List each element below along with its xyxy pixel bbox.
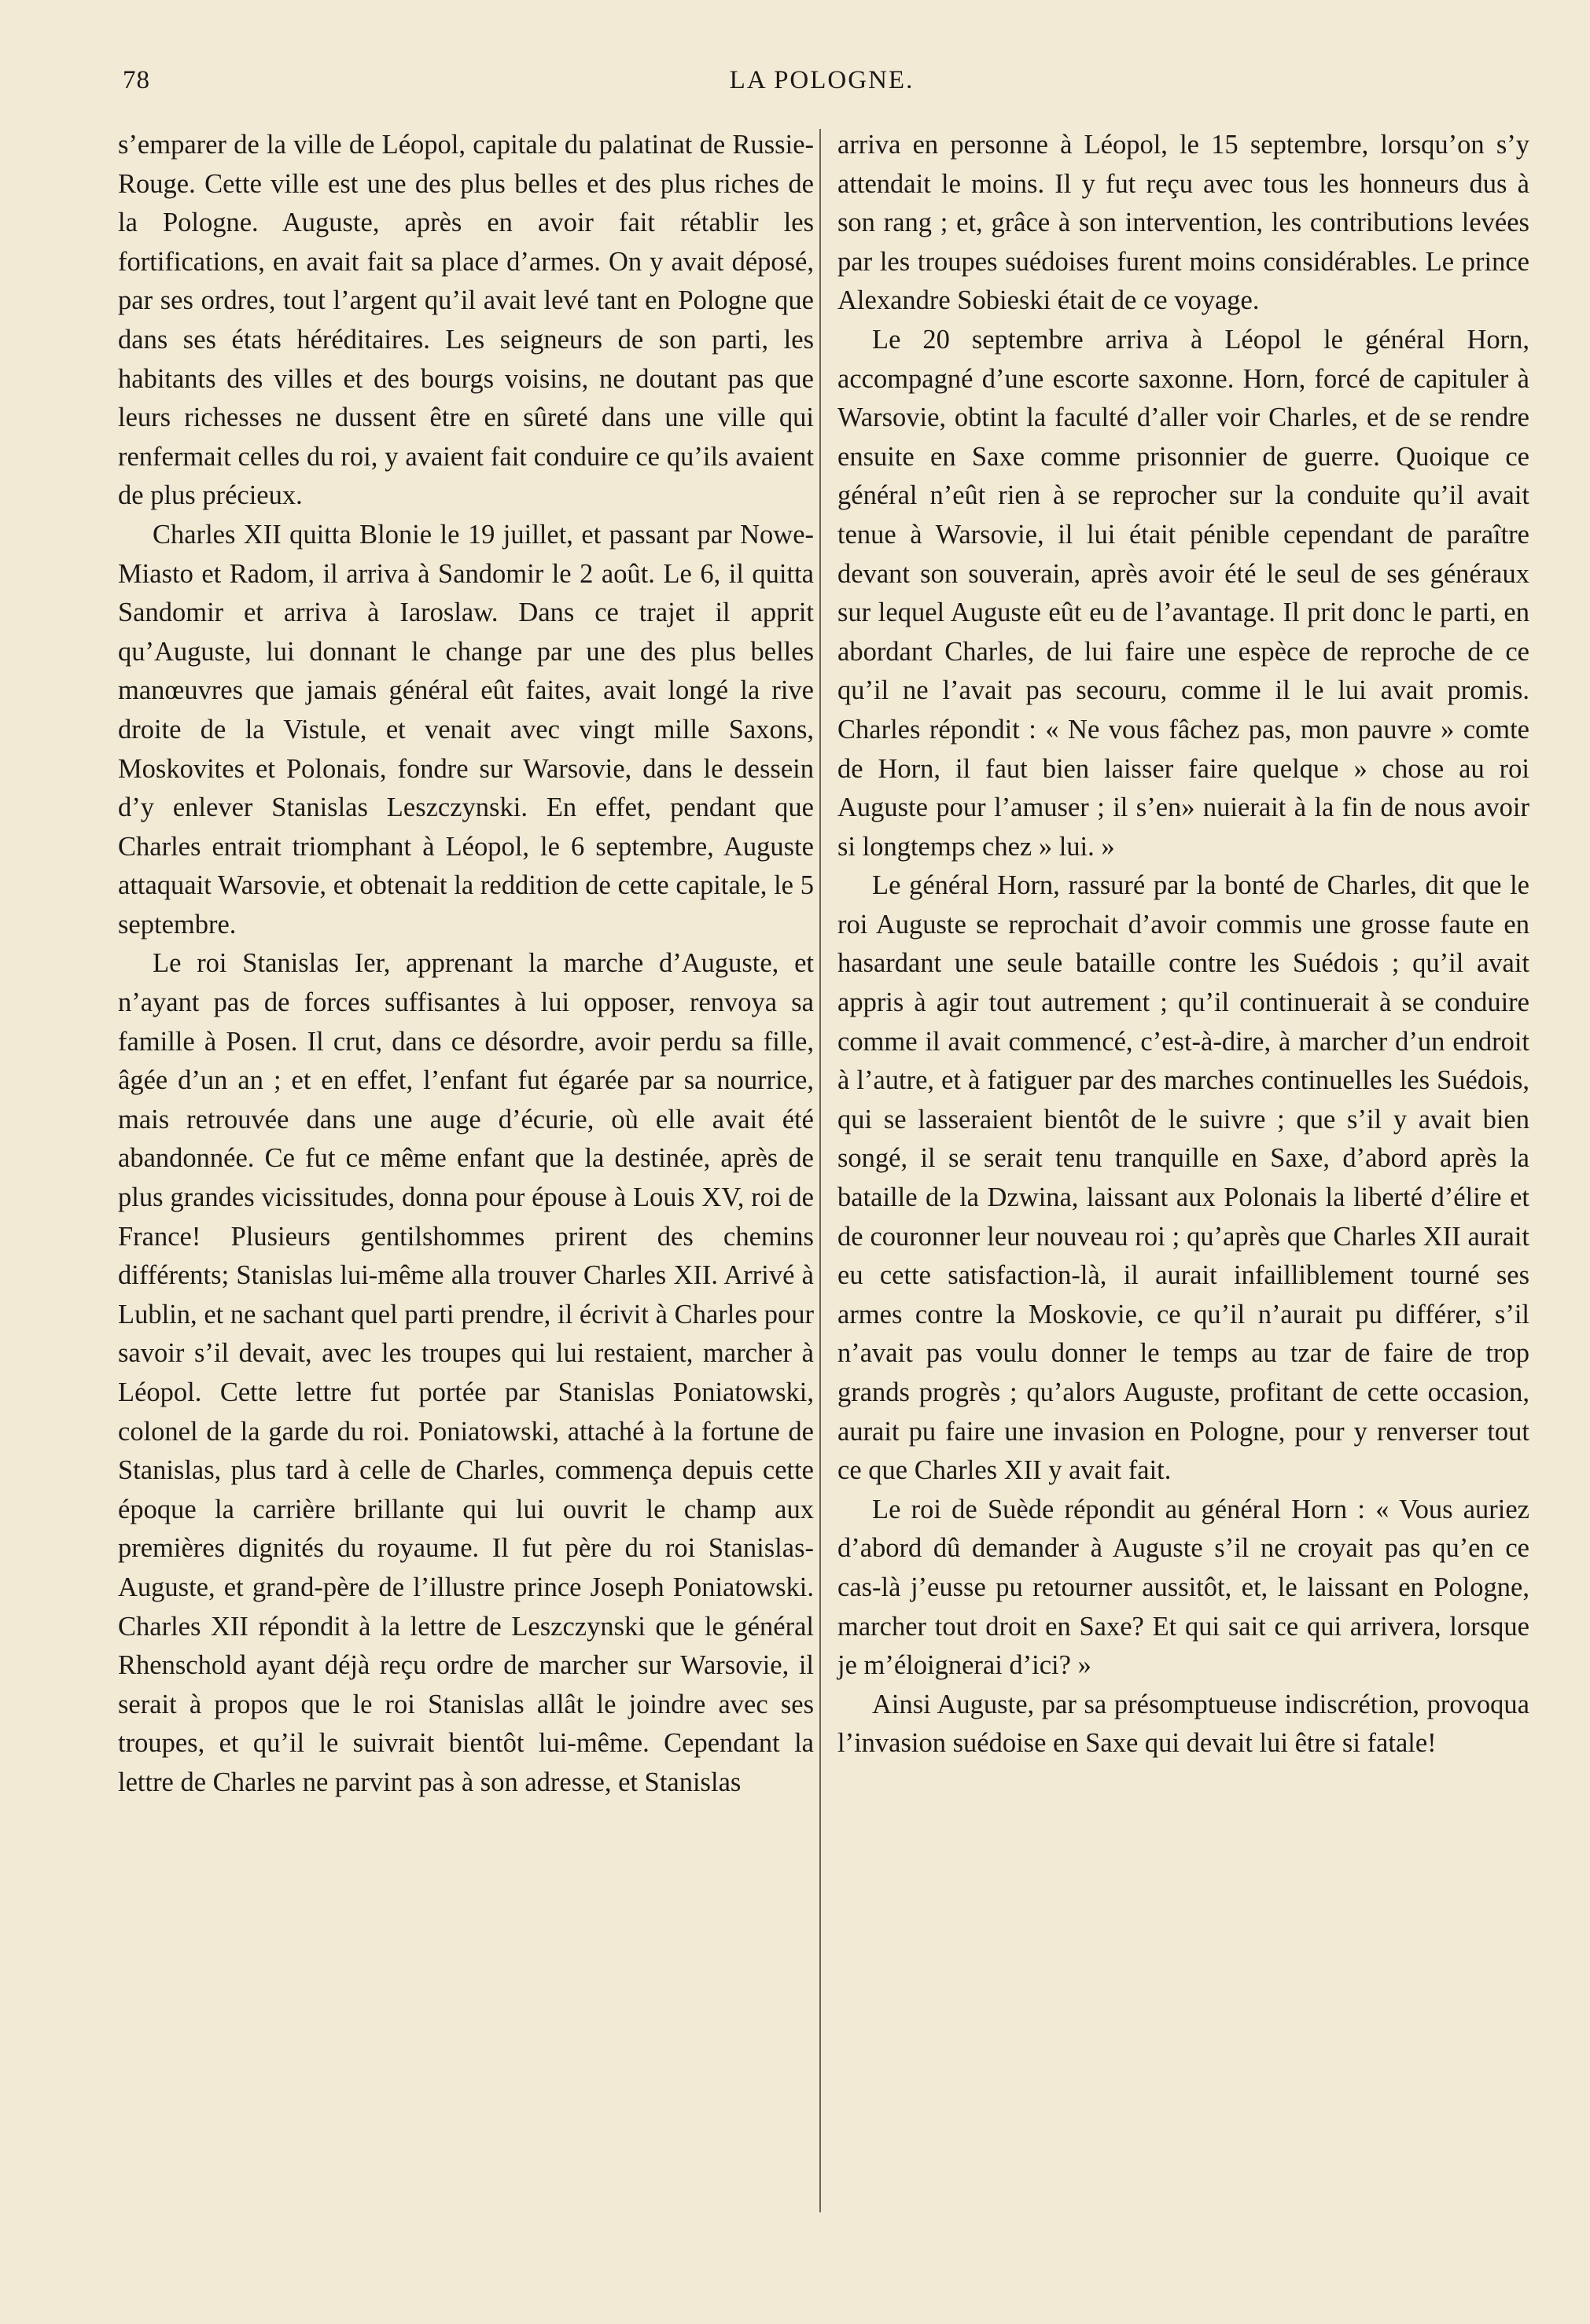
paragraph: s’emparer de la ville de Léopol, capitale du palatinat de Russie-Rouge. Cette ville est une des plus belles et des plus riches de la Pologne. Auguste, après en avoir fait rétablir les fortifications, en avait fait sa place d’armes. On y avait déposé, par ses ordres, tout l’argent qu’il avait levé tant en Pologne que dans ses états héréditaires. Les seigneurs de son parti, les habitants des villes et des bourgs voisins, ne doutant pas que leurs richesses ne dussent être en sûreté dans une ville qui renfermait celles du roi, y avaient fait conduire ce qu’ils avaient de plus précieux. xyxy=(118,130,814,511)
left-column xyxy=(118,126,814,2217)
page-number: 78 xyxy=(123,66,150,94)
column-divider xyxy=(819,129,821,2212)
paragraph: arriva en personne à Léopol, le 15 septembre, lorsqu’on s’y attendait le moins. Il y fut reçu avec tous les honneurs dus à son rang ; et, grâce à son intervention, les contributions levées par les troupes suédoises furent moins considérables. Le prince Alexandre Sobieski était de ce voyage. xyxy=(837,130,1529,316)
paragraph: Le roi de Suède répondit au général Horn : « Vous auriez d’abord dû demander à Auguste s’il ne croyait pas qu’en ce cas-là j’eusse pu retourner aussitôt, et, le laissant en Pologne, marcher tout droit en Saxe? Et qui sait ce qui arrivera, lorsque je m’éloignerai d’ici? » xyxy=(837,1494,1529,1681)
paragraph: Le roi Stanislas Ier, apprenant la marche d’Auguste, et n’ayant pas de forces suffisantes à lui opposer, renvoya sa famille à Posen. Il crut, dans ce désordre, avoir perdu sa fille, âgée d’un an ; et en effet, l’enfant fut égarée par sa nourrice, mais retrouvée dans une auge d’écurie, où elle avait été abandonnée. Ce fut ce même enfant que la destinée, après de plus grandes vicissitudes, donna pour épouse à Louis XV, roi de France! Plusieurs gentilshommes prirent des chemins différents; Stanislas lui-même alla trouver Charles XII. Arrivé à Lublin, et ne sachant quel parti prendre, il écrivit à Charles pour savoir s’il devait, avec les troupes qui lui restaient, marcher à Léopol. Cette lettre fut portée par Stanislas Poniatowski, colonel de la garde du roi. Poniatowski, attaché à la fortune de Stanislas, plus tard à celle de Charles, commença depuis cette époque la carrière brillante qui lui ouvrit le champ aux premières dignités du royaume. Il fut père du roi Stanislas-Auguste, et grand-père de l’illustre prince Joseph Poniatowski. Charles XII répondit à la lettre de Leszczynski que le général Rhenschold ayant déjà reçu ordre de marcher sur Warsovie, il serait à propos que le roi Stanislas allât le joindre avec ses troupes, et qu’il le suivrait bientôt lui-même. Cependant la lettre de Charles ne parvint pas à son adresse, et Stanislas xyxy=(118,948,814,1797)
paragraph: Ainsi Auguste, par sa présomptueuse indiscrétion, provoqua l’invasion suédoise en Saxe qui devait lui être si fatale! xyxy=(837,1689,1529,1759)
paragraph: Charles XII quitta Blonie le 19 juillet, et passant par Nowe-Miasto et Radom, il arriva à Sandomir le 2 août. Le 6, il quitta Sandomir et arriva à Iaroslaw. Dans ce trajet il apprit qu’Auguste, lui donnant le change par une des plus belles manœuvres que jamais général eût faites, avait longé la rive droite de la Vistule, et venait avec vingt mille Saxons, Moskovites et Polonais, fondre sur Warsovie, dans le dessein d’y enlever Stanislas Leszczynski. En effet, pendant que Charles entrait triomphant à Léopol, le 6 septembre, Auguste attaquait Warsovie, et obtenait la reddition de cette capitale, le 5 septembre. xyxy=(118,519,814,940)
right-column xyxy=(837,126,1529,2217)
paragraph: Le 20 septembre arriva à Léopol le général Horn, accompagné d’une escorte saxonne. Horn, forcé de capituler à Warsovie, obtint la faculté d’aller voir Charles, et de se rendre ensuite en Saxe comme prisonnier de guerre. Quoique ce général n’eût rien à se reprocher sur la conduite qu’il avait tenue à Warsovie, il lui était pénible cependant de paraître devant son souverain, après avoir été le seul de ses généraux sur lequel Auguste eût eu de l’avantage. Il prit donc le parti, en abordant Charles, de lui faire une espèce de reproche de ce qu’il ne l’avait pas secouru, comme il le lui avait promis. Charles répondit : « Ne vous fâchez pas, mon pauvre » comte de Horn, il faut bien laisser faire quelque » chose au roi Auguste pour l’amuser ; il s’en» nuierait à la fin de nous avoir si longtemps chez » lui. » xyxy=(837,324,1529,862)
paragraph: Le général Horn, rassuré par la bonté de Charles, dit que le roi Auguste se reprochait d’avoir commis une grosse faute en hasardant une seule bataille contre les Suédois ; qu’il avait appris à agir tout autrement ; qu’il continuerait à se conduire comme il avait commencé, c’est-à-dire, à marcher d’un endroit à l’autre, et à fatiguer par des marches continuelles les Suédois, qui se lasseraient bientôt de le suivre ; que s’il y avait bien songé, il se serait tenu tranquille en Saxe, d’abord après la bataille de la Dzwina, laissant aux Polonais la liberté d’élire et de couronner leur nouveau roi ; qu’après que Charles XII aurait eu cette satisfaction-là, il aurait infailliblement tourné ses armes contre la Moskovie, ce qu’il n’aurait pu différer, s’il n’avait pas voulu donner le temps au tzar de faire de trop grands progrès ; qu’alors Auguste, profitant de cette occasion, aurait pu faire une invasion en Pologne, pour y renverser tout ce que Charles XII y avait fait. xyxy=(837,870,1529,1486)
page-header xyxy=(118,66,1526,104)
running-head: LA POLOGNE. xyxy=(729,66,915,94)
